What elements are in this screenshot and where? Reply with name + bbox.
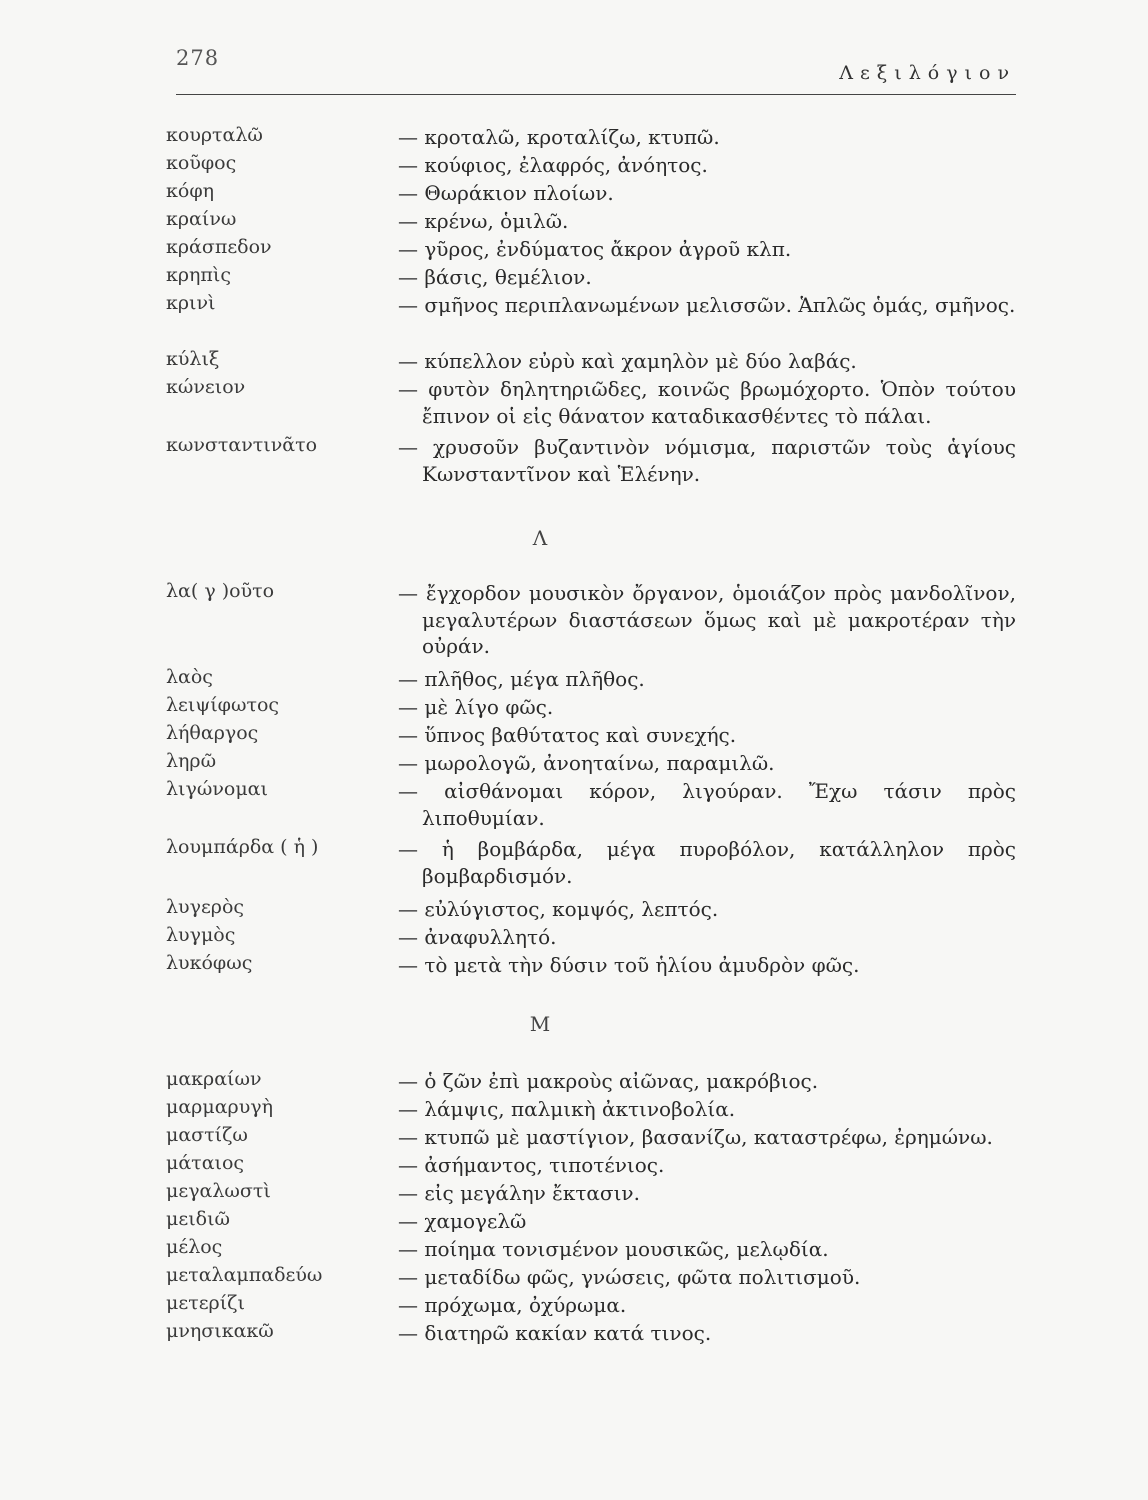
headword: μέλος bbox=[166, 1236, 223, 1258]
definition: — ὕπνος βαθύτατος καὶ συνεχής. bbox=[398, 723, 737, 747]
headword: κύλιξ bbox=[166, 348, 220, 370]
definition: — αἰσθάνομαι κόρον, λιγούραν. Ἔχω τάσιν πρὸς λιποθυμίαν. bbox=[398, 779, 1016, 830]
definition: — τὸ μετὰ τὴν δύσιν τοῦ ἡλίου ἀμυδρὸν φῶς. bbox=[398, 953, 860, 977]
headword: λυκόφως bbox=[166, 952, 253, 974]
page-number: 278 bbox=[176, 46, 220, 70]
headword: κρινὶ bbox=[166, 292, 216, 314]
headword: μεταλαμπαδεύω bbox=[166, 1264, 323, 1286]
headword: λυγμὸς bbox=[166, 924, 236, 946]
definition: — ποίημα τονισμένον μουσικῶς, μελῳδία. bbox=[398, 1237, 829, 1261]
headword: κουρταλῶ bbox=[166, 124, 263, 146]
definition: — βάσις, θεμέλιον. bbox=[398, 265, 592, 289]
definition: — ἡ βομβάρδα, μέγα πυροβόλον, κατάλληλον πρὸς βομβαρδισμόν. bbox=[398, 837, 1016, 888]
headword: μετερίζι bbox=[166, 1292, 245, 1314]
headword: κώνειον bbox=[166, 376, 246, 398]
definition: — κροταλῶ, κροταλίζω, κτυπῶ. bbox=[398, 125, 720, 149]
definition: — κτυπῶ μὲ μαστίγιον, βασανίζω, καταστρέφω, ἐρημώνω. bbox=[398, 1125, 993, 1149]
definition: — κούφιος, ἐλαφρός, ἀνόητος. bbox=[398, 153, 708, 177]
definition: — μὲ λίγο φῶς. bbox=[398, 695, 554, 719]
headword: κωνσταντινᾶτο bbox=[166, 434, 318, 456]
header-rule bbox=[176, 94, 1016, 95]
headword: ληρῶ bbox=[166, 750, 217, 772]
headword: λήθαργος bbox=[166, 722, 259, 744]
headword: κόφη bbox=[166, 180, 215, 202]
headword: μακραίων bbox=[166, 1068, 262, 1090]
headword: μνησικακῶ bbox=[166, 1320, 274, 1342]
definition: — ὁ ζῶν ἐπὶ μακροὺς αἰῶνας, μακρόβιος. bbox=[398, 1069, 819, 1093]
headword: μαρμαρυγὴ bbox=[166, 1096, 273, 1118]
headword: μεγαλωστὶ bbox=[166, 1180, 271, 1202]
definition: — χρυσοῦν βυζαντινὸν νόμισμα, παριστῶν τοὺς ἁγίους Κωνσταντῖνον καὶ Ἑλένην. bbox=[398, 435, 1016, 486]
definition: — ἔγχορδον μουσικὸν ὄργανον, ὁμοιάζον πρὸς μανδολῖνον, μεγαλυτέρων διαστάσεων ὅμως καὶ μὲ μακροτέραν τὴν οὐράν. bbox=[398, 581, 1016, 658]
section-letter-heading: Λ bbox=[532, 526, 548, 550]
headword: μειδιῶ bbox=[166, 1208, 231, 1230]
headword: λουμπάρδα ( ἡ ) bbox=[166, 836, 319, 858]
running-title: Λεξιλόγιον bbox=[839, 62, 1016, 84]
definition: — λάμψις, παλμικὴ ἀκτινοβολία. bbox=[398, 1097, 736, 1121]
headword: κραίνω bbox=[166, 208, 237, 230]
section-letter-heading: Μ bbox=[529, 1012, 551, 1036]
headword: λαὸς bbox=[166, 666, 213, 688]
definition: — ἀσήμαντος, τιποτένιος. bbox=[398, 1153, 665, 1177]
headword: λιγώνομαι bbox=[166, 778, 268, 800]
headword: μαστίζω bbox=[166, 1124, 248, 1146]
definition: — εἰς μεγάλην ἔκτασιν. bbox=[398, 1181, 640, 1205]
headword: λυγερὸς bbox=[166, 896, 245, 918]
headword: λα( γ )οῦτο bbox=[166, 580, 275, 602]
definition: — κρένω, ὁμιλῶ. bbox=[398, 209, 569, 233]
definition: — Θωράκιον πλοίων. bbox=[398, 181, 614, 205]
headword: κοῦφος bbox=[166, 152, 237, 174]
definition: — ἀναφυλλητό. bbox=[398, 925, 557, 949]
definition: — διατηρῶ κακίαν κατά τινος. bbox=[398, 1321, 712, 1345]
definition: — χαμογελῶ bbox=[398, 1209, 527, 1233]
definition: — πλῆθος, μέγα πλῆθος. bbox=[398, 667, 645, 691]
headword: λειψίφωτος bbox=[166, 694, 280, 716]
definition: — μωρολογῶ, ἀνοηταίνω, παραμιλῶ. bbox=[398, 751, 775, 775]
definition: — φυτὸν δηλητηριῶδες, κοινῶς βρωμόχορτο. Ὁπὸν τούτου ἔπινον οἱ εἰς θάνατον καταδικασθέντες τὸ πάλαι. bbox=[398, 377, 1016, 428]
headword: μάταιος bbox=[166, 1152, 245, 1174]
definition: — εὐλύγιστος, κομψός, λεπτός. bbox=[398, 897, 719, 921]
definition: — σμῆνος περιπλανωμένων μελισσῶν. Ἁπλῶς ὁμάς, σμῆνος. bbox=[398, 293, 1016, 317]
definition: — πρόχωμα, ὀχύρωμα. bbox=[398, 1293, 627, 1317]
headword: κρηπὶς bbox=[166, 264, 232, 286]
definition: — μεταδίδω φῶς, γνώσεις, φῶτα πολιτισμοῦ. bbox=[398, 1265, 861, 1289]
definition: — κύπελλον εὐρὺ καὶ χαμηλὸν μὲ δύο λαβάς. bbox=[398, 349, 857, 373]
headword: κράσπεδον bbox=[166, 236, 272, 258]
definition: — γῦρος, ἐνδύματος ἄκρον ἀγροῦ κλπ. bbox=[398, 237, 792, 261]
